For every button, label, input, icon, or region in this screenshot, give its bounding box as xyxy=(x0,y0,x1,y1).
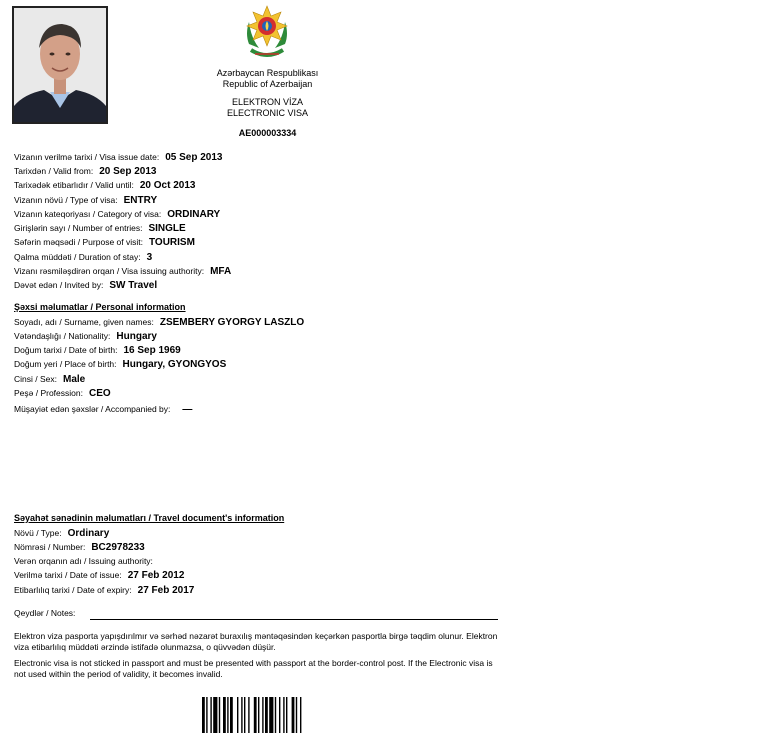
barcode-bar xyxy=(223,697,226,733)
field-label: Peşə / Profession: xyxy=(14,388,83,398)
field-label: Səfərin məqsədi / Purpose of visit: xyxy=(14,237,143,247)
field-value: ENTRY xyxy=(123,195,158,206)
nationality-row xyxy=(14,331,157,342)
barcode-bar xyxy=(227,697,228,733)
purpose-row xyxy=(14,237,195,248)
field-label: Növü / Type: xyxy=(14,528,62,538)
field-label: Dəvət edən / Invited by: xyxy=(14,280,104,290)
field-value: — xyxy=(182,404,193,415)
notes-line xyxy=(90,619,498,620)
field-value: CEO xyxy=(88,388,111,399)
barcode-bar xyxy=(258,697,259,733)
field-label: Vizanı rəsmiləşdirən orqan / Visa issuing authority: xyxy=(14,266,205,276)
birth-place-row xyxy=(14,359,226,370)
barcode-bar xyxy=(202,697,205,733)
document-type-en: ELECTRONIC VISA xyxy=(226,108,309,118)
barcode-bar xyxy=(269,697,273,733)
invited-by-row xyxy=(14,280,157,291)
field-label: Vizanın kateqoriyası / Category of visa: xyxy=(14,209,162,219)
field-value: SINGLE xyxy=(148,223,186,234)
field-label: Etibarlılıq tarixi / Date of expiry: xyxy=(14,585,132,595)
doc-number-row xyxy=(14,542,145,553)
field-label: Vizanın verilmə tarixi / Visa issue date: xyxy=(14,152,160,162)
document-type-az: ELEKTRON VİZA xyxy=(231,97,303,107)
barcode xyxy=(202,697,334,733)
field-value: 05 Sep 2013 xyxy=(165,152,223,163)
barcode-bar xyxy=(237,697,238,733)
barcode-bar xyxy=(279,697,280,733)
field-value: Male xyxy=(63,374,86,385)
field-label: Girişlərin sayı / Number of entries: xyxy=(14,223,143,233)
doc-issuing-authority-row xyxy=(14,556,159,567)
barcode-bar xyxy=(213,697,217,733)
field-value: TOURISM xyxy=(148,237,195,248)
visa-category-row xyxy=(14,209,220,220)
field-value: 16 Sep 1969 xyxy=(123,345,181,356)
field-value: 3 xyxy=(146,252,153,263)
field-label: Soyadı, adı / Surname, given names: xyxy=(14,317,154,327)
duration-row xyxy=(14,252,152,263)
travel-doc-heading: Səyahət sənədinin məlumatları / Travel document's information xyxy=(14,513,285,523)
barcode-bar xyxy=(241,697,242,733)
field-label: Tarixədək etibarlıdır / Valid until: xyxy=(14,180,134,190)
country-name-az: Azərbaycan Respublikası xyxy=(216,68,319,78)
field-value: ZSEMBERY GYORGY LASZLO xyxy=(159,317,305,328)
personal-info-heading: Şəxsi məlumatlar / Personal information xyxy=(14,302,186,312)
barcode-bar xyxy=(292,697,295,733)
field-value: 20 Sep 2013 xyxy=(99,166,157,177)
name-row xyxy=(14,317,304,328)
field-value: Ordinary xyxy=(67,528,110,539)
national-emblem xyxy=(241,4,293,62)
visa-number: AE000003334 xyxy=(238,128,297,138)
field-value: 27 Feb 2012 xyxy=(127,570,185,581)
field-value: 27 Feb 2017 xyxy=(137,585,195,596)
field-label: Doğum yeri / Place of birth: xyxy=(14,359,117,369)
field-value: MFA xyxy=(210,266,232,277)
field-value: BC2978233 xyxy=(91,542,145,553)
barcode-bar xyxy=(265,697,268,733)
field-label: Doğum tarixi / Date of birth: xyxy=(14,345,118,355)
birth-date-row xyxy=(14,345,181,356)
field-value: 20 Oct 2013 xyxy=(139,180,196,191)
field-label: Verən orqanın adı / Issuing authority: xyxy=(14,556,153,566)
valid-until-row xyxy=(14,180,195,191)
field-value: Hungary, GYONGYOS xyxy=(122,359,227,370)
field-label: Verilmə tarixi / Date of issue: xyxy=(14,570,122,580)
barcode-bar xyxy=(286,697,287,733)
issuing-authority-row xyxy=(14,266,231,277)
field-label: Qalma müddəti / Duration of stay: xyxy=(14,252,141,262)
field-label: Cinsi / Sex: xyxy=(14,374,57,384)
field-value: ORDINARY xyxy=(167,209,221,220)
barcode-bar xyxy=(300,697,301,733)
applicant-photo xyxy=(12,6,108,124)
doc-issue-date-row xyxy=(14,570,184,581)
field-value: Hungary xyxy=(116,331,157,342)
accompanied-by-row xyxy=(14,404,192,415)
barcode-bar xyxy=(283,697,284,733)
valid-from-row xyxy=(14,166,156,177)
visa-type-row xyxy=(14,195,157,206)
field-label: Vizanın növü / Type of visa: xyxy=(14,195,118,205)
doc-type-row xyxy=(14,528,109,539)
field-label: Nömrəsi / Number: xyxy=(14,542,86,552)
footer-text-en: Electronic visa is not sticked in passport and must be presented with passport at the border-control post. If the Electronic visa is not used within the period of validity, it becomes invalid. xyxy=(14,658,493,679)
barcode-bar xyxy=(244,697,245,733)
sex-row xyxy=(14,374,85,385)
entries-row xyxy=(14,223,186,234)
field-label: Müşayiət edən şəxslər / Accompanied by: xyxy=(14,404,171,414)
doc-expiry-date-row xyxy=(14,585,194,596)
barcode-bar xyxy=(206,697,207,733)
profession-row xyxy=(14,388,111,399)
visa-issue-date-row xyxy=(14,152,222,163)
barcode-bar xyxy=(262,697,263,733)
barcode-bar xyxy=(210,697,211,733)
footer-text-az: Elektron viza pasporta yapışdırılmır və sərhəd nəzarət buraxılış məntəqəsindən keçərkən pasportla birgə təqdim olunur. Elektron viza etibarlılıq müddəti ərzində istifadə olunmazsa, o qüvvədən düşür. xyxy=(14,631,498,652)
notes-label: Qeydlər / Notes: xyxy=(14,608,76,618)
barcode-bar xyxy=(230,697,233,733)
country-name-en: Republic of Azerbaijan xyxy=(222,79,313,89)
barcode-bar xyxy=(296,697,297,733)
barcode-bar xyxy=(219,697,220,733)
barcode-bar xyxy=(254,697,257,733)
barcode-bar xyxy=(248,697,249,733)
field-value: SW Travel xyxy=(109,280,158,291)
field-label: Vətəndaşlığı / Nationality: xyxy=(14,331,111,341)
barcode-bar xyxy=(275,697,276,733)
field-label: Tarixdən / Valid from: xyxy=(14,166,94,176)
